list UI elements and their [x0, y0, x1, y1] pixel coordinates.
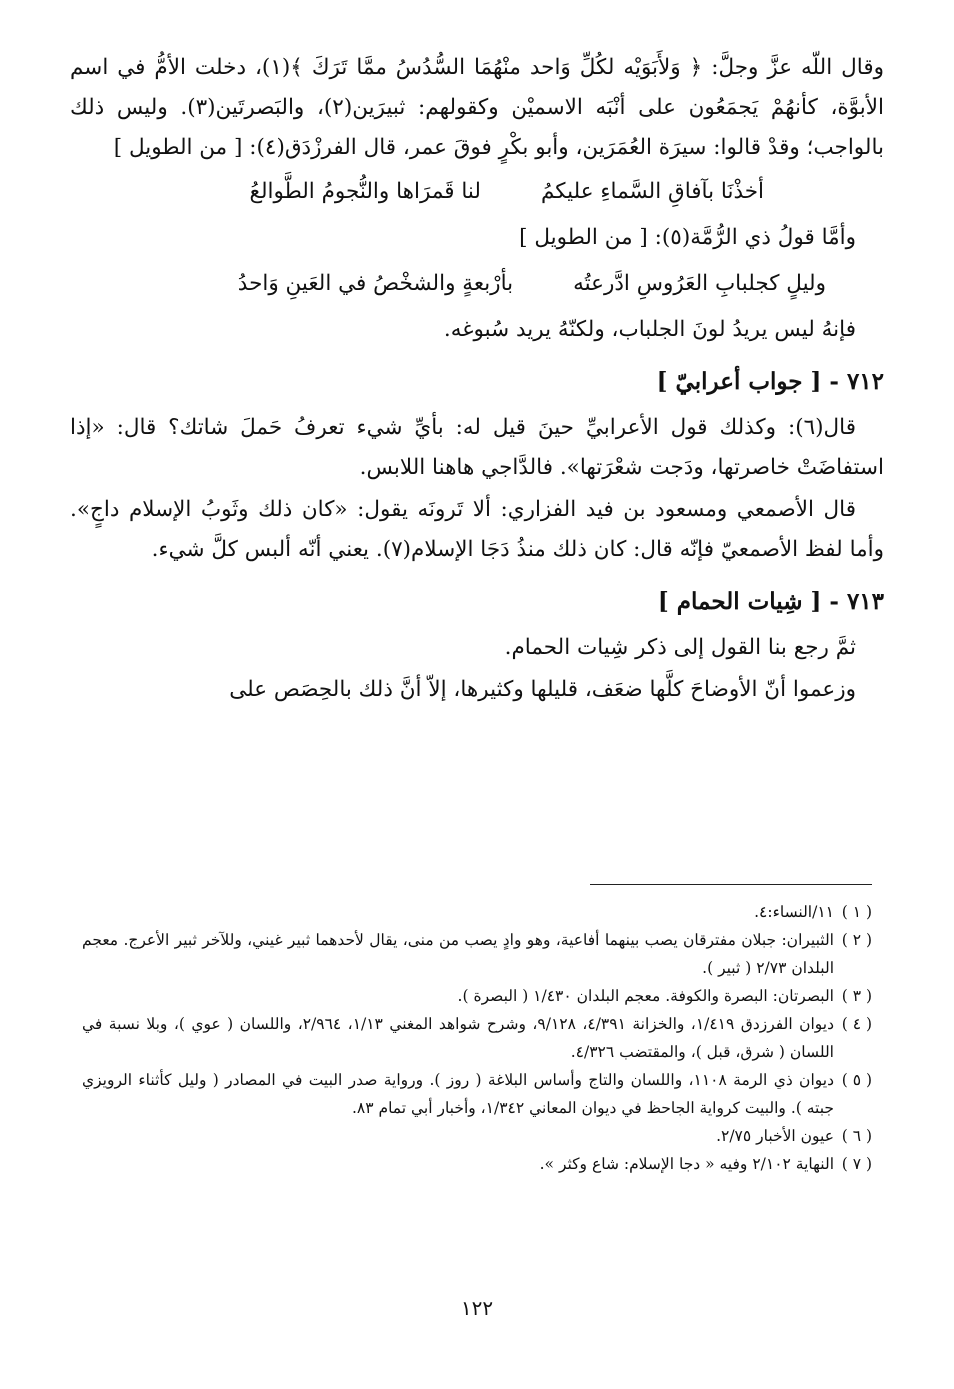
section-heading-713: ٧١٣ - [ شِيات الحمام ]	[657, 588, 884, 615]
verse-dhu-al-rumma	[70, 262, 884, 306]
main-text	[70, 48, 884, 712]
paragraph-quran-quote: وقال اللّه عزَّ وجلَّ: ﴿ وَلأَبَوَيْه لكُلِّ وَاحد منْهُمَا السُّدُسُ ممَّا تَرَكَ ﴾(١)، دخلت الأمُّ في اسم الأبوَّة، كأنهُمْ يَجمَعُون على أنْبَه الاسميْن وكقولهم: ثبيرَين(٢)، والبَصرتَين(٣). وليس ذلك بالواجب؛ وقدْ قالوا: سيرَة العُمَرَين، وأبو بكْرٍ فوقَ عمر، قال الفرزْدَق(٤): [ من الطويل ]	[70, 55, 885, 160]
paragraph-asmai: قال الأصمعي ومسعود بن فيد الفزاري: ألا تَرونَه يقول: «كان ذلك وثَوبُ الإسلام داجٍ». وأما لفظ الأصمعيّ فإنّه قال: كان ذلك منذُ دَجَا الإسلام(٧). يعني أنّه ألبس كلَّ شيء.	[70, 497, 884, 562]
footnote	[82, 1010, 872, 1066]
footnotes	[82, 898, 872, 1178]
page-number: ١٢٢	[460, 1296, 494, 1320]
footnote-text: النهاية ٢/١٠٢ وفيه « دجا الإسلام: شاع وكثر ».	[539, 1155, 834, 1173]
footnote	[82, 1122, 872, 1150]
footnote-text: الثبيران: جبلان مفترقان يصب بينهما أفاعية، وهو وادٍ يصب من منى، يقال لأحدهما ثبير غيني، وللآخر ثبير الأعرج. معجم البلدان ٢/٧٣ ( ثبير ).	[82, 931, 834, 977]
footnote-number: ( ٢ )	[841, 931, 872, 949]
section-heading-712: ٧١٢ - [ جواب أعرابيّ ]	[656, 368, 884, 395]
paragraph-bedouin-answer: قال(٦): وكذلك قول الأعرابيِّ حينَ قيل له: بأيِّ شيء تعرفُ حَملَ شاتك؟ قال: «إذا استفاضَتْ خاصرتها، ودَجت شعْرَتها». فالدَّاجي هاهنا اللابس.	[70, 415, 884, 480]
footnote-text: البصرتان: البصرة والكوفة. معجم البلدان ١/٤٣٠ ( البصرة ).	[457, 987, 834, 1005]
footnote-number: ( ٤ )	[841, 1015, 872, 1033]
verse-farazdaq	[70, 170, 884, 214]
footnote-text: ١١/النساء:٤.	[754, 903, 834, 921]
verse-hemistich-first: أخذْنَا بآفاقِ السَّماءِ عليكمُ	[540, 179, 764, 204]
footnote	[82, 926, 872, 982]
footnote	[82, 898, 872, 926]
paragraph-dhu-al-rumma: وأمَّا قولُ ذي الرُّمَّة(٥): [ من الطويل ]	[519, 225, 856, 250]
verse-hemistich-second: لنا قَمرَاها والنُّجومُ الطَّوالعُ	[249, 179, 481, 204]
footnote-text: ديوان الفرزدق ١/٤١٩، والخزانة ٤/٣٩١، ٩/١٢٨، وشرح شواهد المغني ١/١٣، ٢/٩٦٤، واللسان ( عوي )، وبلا نسبة في اللسان ( شرق، قبل )، والمقتضب ٤/٣٢٦.	[82, 1015, 834, 1061]
paragraph-awdah: وزعموا أنّ الأوضاحَ كلَّها ضعَف، قليلها وكثيرها، إلاّ أنَّ ذلك بالحِصَص على	[229, 677, 856, 702]
footnote-number: ( ٦ )	[841, 1127, 872, 1145]
verse-hemistich-first: وليلٍ كجلبابِ العَرُوسِ ادَّرعتُه	[573, 271, 826, 296]
paragraph-jilbab: فإنهُ ليس يريدُ لونَ الجلباب، ولكنّهُ يريد سُبوغه.	[443, 317, 856, 342]
footnote-divider	[590, 884, 872, 885]
paragraph-pigeon-markings: ثمَّ رجع بنا القول إلى ذكر شِيات الحمام.	[504, 635, 856, 660]
footnote-number: ( ٥ )	[841, 1071, 872, 1089]
footnote-number: ( ١ )	[841, 903, 872, 921]
footnote	[82, 982, 872, 1010]
footnote	[82, 1066, 872, 1122]
footnote	[82, 1150, 872, 1178]
footnote-number: ( ٧ )	[841, 1155, 872, 1173]
footnote-number: ( ٣ )	[841, 987, 872, 1005]
footnote-text: ديوان ذي الرمة ١١٠٨، واللسان والتاج وأساس البلاغة ( روز ). ورواية صدر البيت في المصادر ( وليل كأثناء الرويزي جبته ). والبيت كرواية الجاحظ في ديوان المعاني ١/٣٤٢، وأخبار أبي تمام ٨٣.	[82, 1071, 834, 1117]
footnote-text: عيون الأخبار ٢/٧٥.	[716, 1127, 834, 1145]
verse-hemistich-second: بأرْبعةٍ والشخْصُ في العَينِ وَاحدُ	[237, 271, 514, 296]
